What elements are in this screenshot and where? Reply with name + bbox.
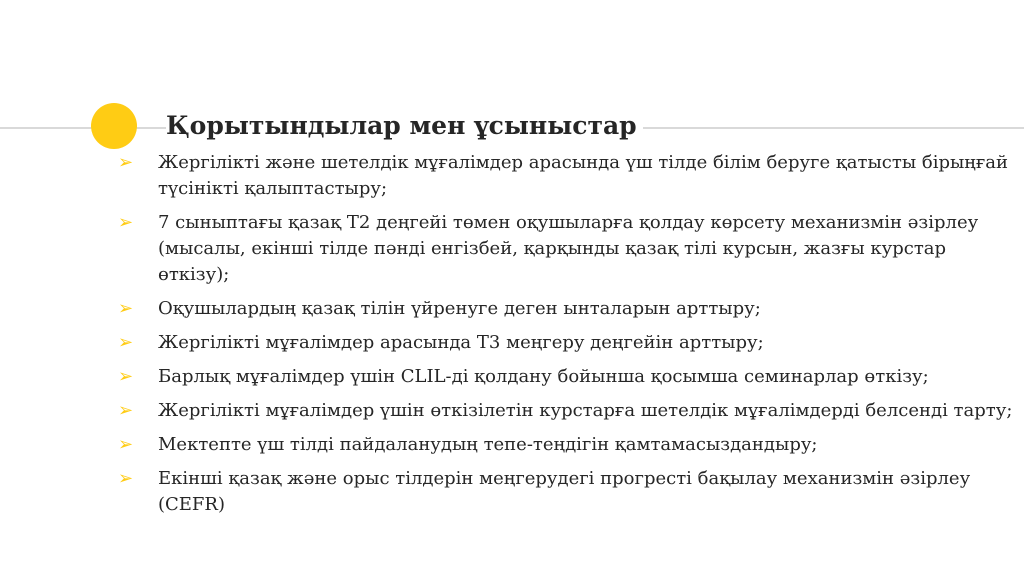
arrowhead-bullet-icon: ➢ [118,434,134,455]
list-item [118,466,1018,518]
list-item-text: Оқушылардың қазақ тілін үйренуге деген ынталарын арттыру; [158,298,761,319]
yellow-circle-decoration [91,103,137,149]
list-item-text: Жергілікті мұғалімдер үшін өткізілетін курстарға шетелдік мұғалімдерді белсенді тарту; [158,400,1013,421]
list-item-text: Екінші қазақ және орыс тілдерін меңгерудегі прогресті бақылау механизмін әзірлеу (CEFR) [158,468,971,515]
arrowhead-bullet-icon: ➢ [118,152,134,173]
list-item [118,432,1018,458]
list-item-text: Барлық мұғалімдер үшін CLIL-ді қолдану бойынша қосымша семинарлар өткізу; [158,366,929,387]
list-item-text: Жергілікті және шетелдік мұғалімдер арасында үш тілде білім беруге қатысты бірыңғай түсінікті қалыптастыру; [158,152,1008,199]
list-item [118,210,1018,288]
list-item [118,296,1018,322]
arrowhead-bullet-icon: ➢ [118,332,134,353]
list-item-text: Жергілікті мұғалімдер арасында Т3 меңгеру деңгейін арттыру; [158,332,764,353]
list-item-text: 7 сыныптағы қазақ Т2 деңгейі төмен оқушыларға қолдау көрсету механизмін әзірлеу (мысалы, екінші тілде пәнді енгізбей, қарқынды қазақ тілі курсын, жазғы курстар өткізу); [158,212,979,285]
list-item [118,150,1018,202]
arrowhead-bullet-icon: ➢ [118,298,134,319]
slide-title: Қорытындылар мен ұсыныстар [166,109,643,143]
arrowhead-bullet-icon: ➢ [118,400,134,421]
arrowhead-bullet-icon: ➢ [118,212,134,233]
list-item-text: Мектепте үш тілді пайдаланудың тепе-теңдігін қамтамасыздандыру; [158,434,818,455]
recommendations-list [118,150,1018,526]
list-item [118,364,1018,390]
list-item [118,330,1018,356]
list-item [118,398,1018,424]
arrowhead-bullet-icon: ➢ [118,468,134,489]
arrowhead-bullet-icon: ➢ [118,366,134,387]
